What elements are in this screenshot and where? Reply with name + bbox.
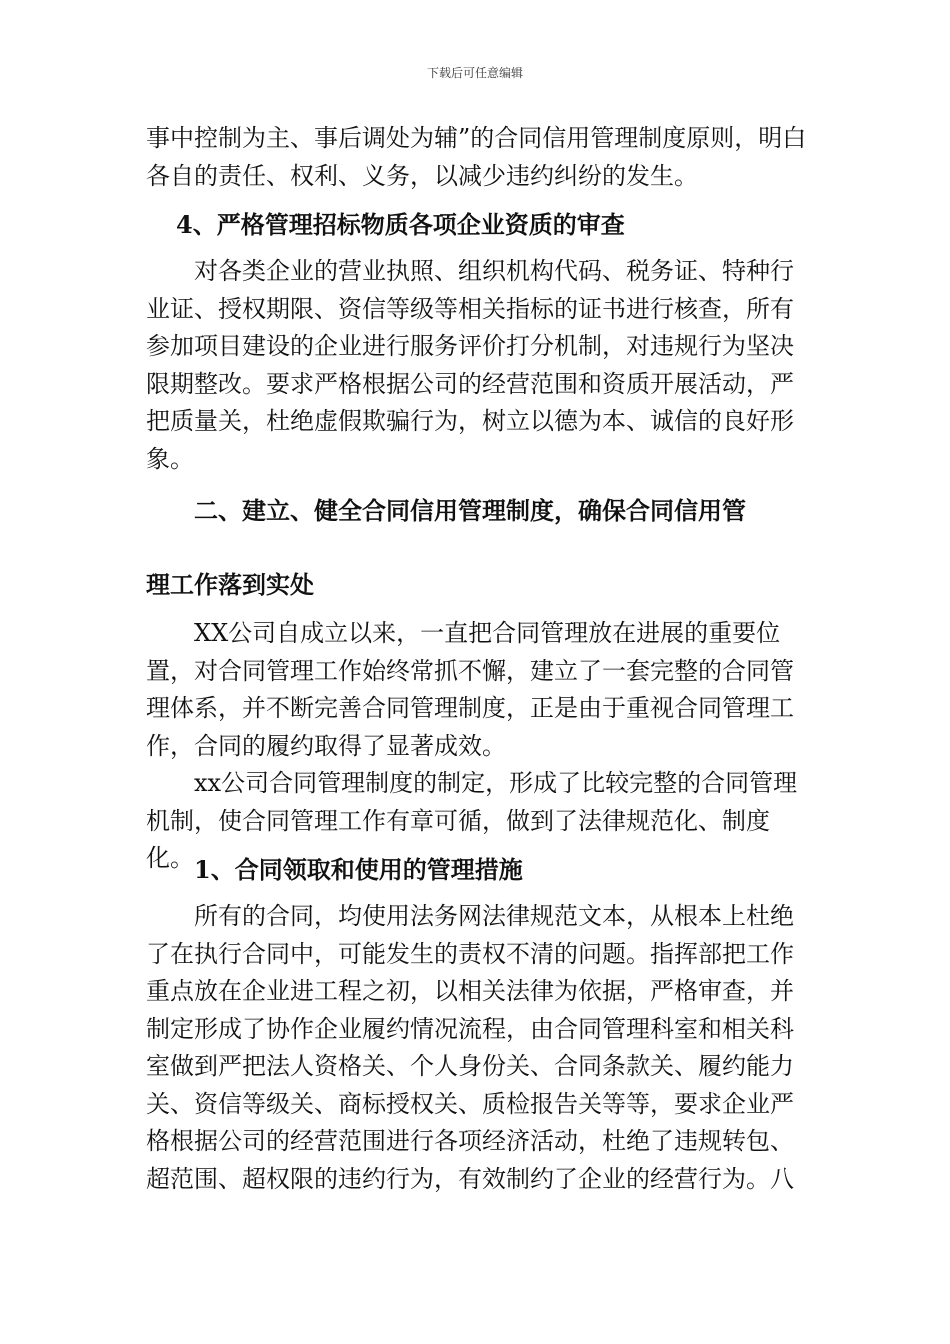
heading-4-qualification-review: 4、严格管理招标物质各项企业资质的审查 [176,210,625,239]
paragraph-4: xx公司合同管理制度的制定，形成了比较完整的合同管理机制，使合同管理工作有章可循，做到了法律规范化、制度化。 [146,769,798,872]
section-heading-2-line-1: 二、建立、健全合同信用管理制度，确保合同信用管 [194,496,746,525]
heading-1-contract-measures: 1、合同领取和使用的管理措施 [194,855,523,884]
paragraph-3: XX公司自成立以来，一直把合同管理放在进展的重要位置，对合同管理工作始终常抓不懈，建立了一套完整的合同管理体系，并不断完善合同管理制度，正是由于重视合同管理工作，合同的履约取得了显著成效。 [146,619,794,760]
paragraph-5: 所有的合同，均使用法务网法律规范文本，从根本上杜绝了在执行合同中，可能发生的责权不清的问题。指挥部把工作重点放在企业进工程之初，以相关法律为依据，严格审查，并制定形成了协作企业履约情况流程，由合同管理科室和相关科室做到严把法人资格关、个人身份关、合同条款关、履约能力关、资信等级关、商标授权关、质检报告关等等，要求企业严格根据公司的经营范围进行各项经济活动，杜绝了违规转包、超范围、超权限的违约行为，有效制约了企业的经营行为。八 [146,902,794,1193]
section-heading-2-line-2: 理工作落到实处 [146,570,314,599]
paragraph-1: 事中控制为主、事后调处为辅”的合同信用管理制度原则，明白各自的责任、权利、义务，以减少违约纠纷的发生。 [146,124,807,190]
page-header: 下载后可任意编辑 [426,66,523,80]
paragraph-2: 对各类企业的营业执照、组织机构代码、税务证、特种行业证、授权期限、资信等级等相关指标的证书进行核查，所有参加项目建设的企业进行服务评价打分机制，对违规行为坚决限期整改。要求严格根据公司的经营范围和资质开展活动，严把质量关，杜绝虚假欺骗行为，树立以德为本、诚信的良好形象。 [146,257,794,473]
